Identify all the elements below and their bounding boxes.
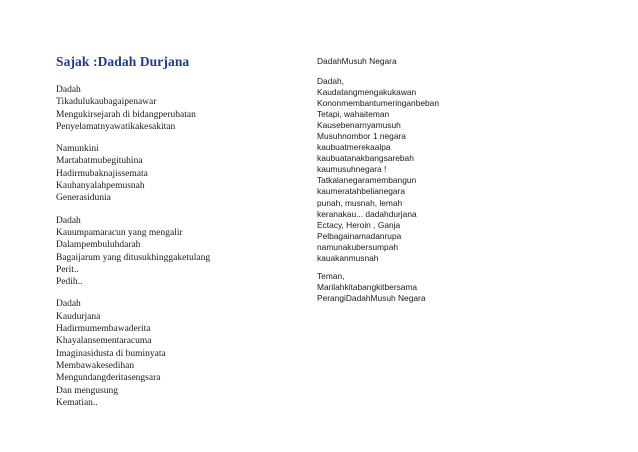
poem-line: Teman, xyxy=(317,270,345,281)
poem-line: Kaudatangmengakukawan xyxy=(317,87,417,98)
poem-line: Tetapi, wahaiteman xyxy=(317,109,390,120)
poem-line: kaubuatanakbangsarebah xyxy=(317,153,414,164)
poem-line: Kauhanyalahpemusnah xyxy=(56,181,145,192)
poem-line: punah, musnah, lemah xyxy=(317,197,403,208)
poem-line: Membawakesedihan xyxy=(56,360,135,371)
left-poem-column xyxy=(56,54,306,419)
poem-line: Khayalansementaracuma xyxy=(56,336,152,347)
poem-line: keranakau... dadahdurjana xyxy=(317,208,417,219)
poem-line: Hadirmumembawaderita xyxy=(56,324,151,335)
poem-line: Mengundangderitasengsara xyxy=(56,373,161,384)
poem-line: Bagaijarum yang ditusukhinggaketulang xyxy=(56,252,211,263)
poem-line: Dalampembuluhdarah xyxy=(56,240,141,251)
poem-line: kauakanmusnah xyxy=(317,252,379,263)
poem-stanza xyxy=(317,76,587,264)
poem-line: kaubuatmerekaalpa xyxy=(317,142,391,153)
poem-line: Kematian.. xyxy=(56,397,98,408)
poem-line: PerangiDadahMusuh Negara xyxy=(317,292,426,303)
poem-line: Pelbagainamadanrupa xyxy=(317,230,402,241)
poem-line: namunakubersumpah xyxy=(317,241,399,252)
poem-line: Marilahkitabangkitbersama xyxy=(317,281,418,292)
poem-line: Tatkalanegaramembangun xyxy=(317,175,417,186)
poem-line: Hadirmubaknajissemata xyxy=(56,168,148,179)
poem-stanza xyxy=(56,143,306,204)
right-poem-body xyxy=(317,76,587,304)
poem-line: Pedih.. xyxy=(56,277,83,288)
poem-line: Mengukirsejarah di bidangperubatan xyxy=(56,109,196,120)
poem-line: Dan mengusung xyxy=(56,385,119,396)
poem-line: Dadah, xyxy=(317,76,345,86)
poem-line: kaumeratahbelianegara xyxy=(317,186,405,197)
poem-line: Musuhnombor 1 negara xyxy=(317,131,406,142)
poem-line: Dadah xyxy=(56,85,81,95)
poem-line: Imaginasidusta di buminyata xyxy=(56,348,166,359)
poem-line: Ectacy, Heroin , Ganja xyxy=(317,219,401,230)
poem-line: Kausebenarnyamusuh xyxy=(317,120,401,131)
right-poem-column xyxy=(317,56,587,311)
poem-line: Dadah xyxy=(56,299,81,310)
poem-line: Kaudurjana xyxy=(56,311,101,322)
poem-line: Penyelamatnyawatikakesakitan xyxy=(56,121,176,132)
right-poem-title: DadahMusuh Negara xyxy=(317,56,397,66)
poem-line: Martabatmubegituhina xyxy=(56,156,143,167)
poem-line: Dadah xyxy=(56,215,81,226)
poem-line: kaumusuhnegara ! xyxy=(317,164,387,175)
poem-line: Kononmembantumeringanbeban xyxy=(317,98,439,109)
poem-line: Perit.. xyxy=(56,264,79,275)
poem-stanza xyxy=(56,215,306,289)
poem-line: Tikadulukaubagaipenawar xyxy=(56,97,157,108)
left-poem-body xyxy=(56,84,306,409)
poem-line: Kauumpamaracun yang mengalir xyxy=(56,227,183,238)
poem-line: Generasidunia xyxy=(56,193,111,204)
poem-stanza xyxy=(317,271,587,304)
left-poem-title: Sajak :Dadah Durjana xyxy=(56,54,190,69)
poem-stanza xyxy=(56,298,306,409)
poem-line: Namunkini xyxy=(56,144,99,155)
poem-stanza xyxy=(56,84,306,133)
